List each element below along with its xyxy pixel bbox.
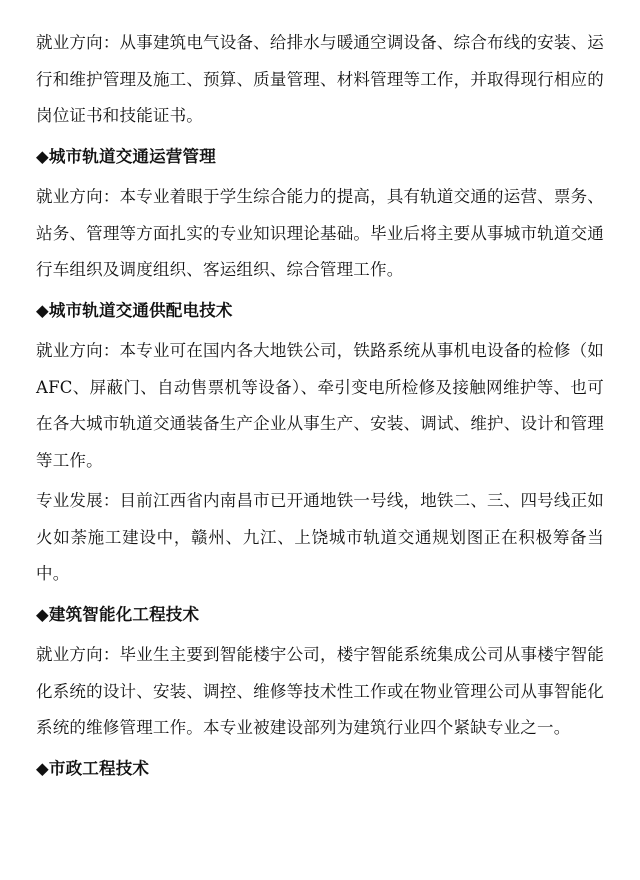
diamond-bullet-icon: ◆ [36,604,49,624]
heading-text: 市政工程技术 [48,758,150,778]
heading-municipal-engineering [36,751,604,788]
heading-rail-power-supply [36,293,604,330]
heading-text: 建筑智能化工程技术 [48,604,200,624]
diamond-bullet-icon: ◆ [36,758,49,778]
heading-text: 城市轨道交通供配电技术 [48,300,233,320]
diamond-bullet-icon: ◆ [36,300,49,320]
paragraph-construction-employment: 就业方向：从事建筑电气设备、给排水与暖通空调设备、综合布线的安装、运行和维护管理及施工、预算、质量管理、材料管理等工作，并取得现行相应的岗位证书和技能证书。 [36,33,604,125]
heading-building-intelligence [36,597,604,634]
diamond-bullet-icon: ◆ [36,146,49,166]
paragraph-rail-power-development: 专业发展：目前江西省内南昌市已开通地铁一号线，地铁二、三、四号线正如火如荼施工建设中，赣州、九江、上饶城市轨道交通规划图正在积极筹备当中。 [36,491,604,583]
paragraph-rail-power-employment: 就业方向：本专业可在国内各大地铁公司，铁路系统从事机电设备的检修（如AFC、屏蔽门、自动售票机等设备）、牵引变电所检修及接触网维护等、也可在各大城市轨道交通装备生产企业从事生产、安装、调试、维护、设计和管理等工作。 [36,341,604,470]
paragraph-building-intelligence-employment: 就业方向：毕业生主要到智能楼宇公司，楼宇智能系统集成公司从事楼宇智能化系统的设计、安装、调控、维修等技术性工作或在物业管理公司从事智能化系统的维修管理工作。本专业被建设部列为建筑行业四个紧缺专业之一。 [36,645,604,737]
paragraph-rail-operations-employment: 就业方向：本专业着眼于学生综合能力的提高，具有轨道交通的运营、票务、站务、管理等方面扎实的专业知识理论基础。毕业后将主要从事城市轨道交通行车组织及调度组织、客运组织、综合管理工作。 [36,187,604,279]
heading-text: 城市轨道交通运营管理 [48,146,216,166]
heading-rail-operations [36,139,604,176]
